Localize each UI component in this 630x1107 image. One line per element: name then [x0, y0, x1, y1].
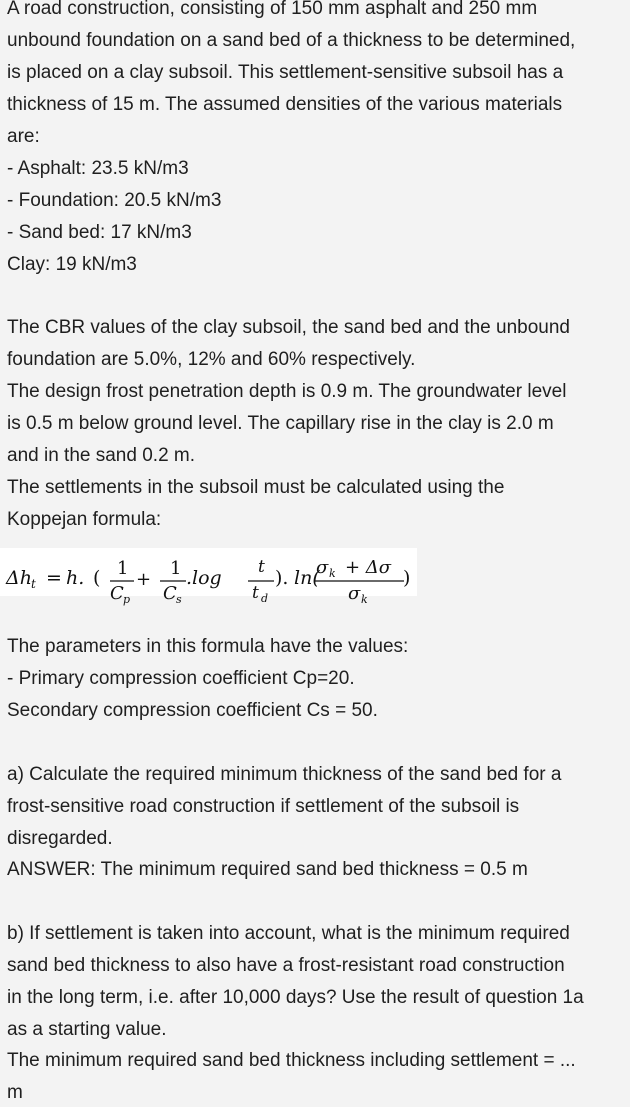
- question-a-line: frost-sensitive road construction if settlement of the subsoil is: [7, 796, 520, 817]
- intro-line: are:: [7, 126, 40, 147]
- formula-td: t: [252, 583, 259, 603]
- density-asphalt: - Asphalt: 23.5 kN/m3: [7, 158, 189, 179]
- formula-log: .log: [186, 567, 222, 589]
- formula-sigma-denominator: σ: [348, 583, 361, 604]
- question-b-answer-unit: m: [7, 1082, 23, 1103]
- formula-equals: =: [46, 567, 62, 589]
- conditions-line: Koppejan formula:: [7, 509, 162, 530]
- formula-t-numerator: t: [258, 557, 265, 577]
- conditions-line: The design frost penetration depth is 0.9 m. The groundwater level: [7, 381, 567, 402]
- formula-open-paren: (: [93, 567, 101, 589]
- formula-sigma-den-sub: k: [361, 593, 368, 606]
- formula-cs-sub: s: [176, 593, 182, 606]
- intro-line: thickness of 15 m. The assumed densities of the various materials: [7, 94, 563, 115]
- conditions-line: foundation are 5.0%, 12% and 60% respectively.: [7, 349, 416, 370]
- intro-line: is placed on a clay subsoil. This settlement-sensitive subsoil has a: [7, 62, 564, 83]
- parameter-cp: - Primary compression coefficient Cp=20.: [7, 668, 355, 689]
- conditions-line: The settlements in the subsoil must be calculated using the: [7, 477, 505, 498]
- formula-cp-sub: p: [123, 593, 131, 606]
- formula-close-log: ).: [275, 567, 289, 589]
- formula-cp: C: [110, 583, 124, 604]
- question-a-answer: ANSWER: The minimum required sand bed thickness = 0.5 m: [7, 859, 528, 880]
- formula-lhs: Δh: [6, 567, 32, 589]
- formula-cs-numerator: 1: [170, 558, 182, 579]
- parameters-line: The parameters in this formula have the values:: [7, 636, 409, 657]
- question-b-line: as a starting value.: [7, 1019, 167, 1040]
- formula-plus: +: [136, 569, 152, 590]
- formula-cp-numerator: 1: [117, 558, 129, 579]
- intro-line: A road construction, consisting of 150 mm asphalt and 250 mm: [7, 0, 538, 19]
- formula-lhs-sub: t: [31, 577, 36, 591]
- conditions-line: and in the sand 0.2 m.: [7, 445, 196, 466]
- formula-ln: ln(: [294, 567, 320, 589]
- formula-cs: C: [163, 583, 177, 604]
- density-foundation: - Foundation: 20.5 kN/m3: [7, 190, 222, 211]
- question-b-line: sand bed thickness to also have a frost-resistant road construction: [7, 955, 565, 976]
- formula-h: h.: [66, 567, 85, 589]
- question-a-line: disregarded.: [7, 828, 113, 849]
- parameter-cs: Secondary compression coefficient Cs = 50.: [7, 700, 378, 721]
- conditions-line: The CBR values of the clay subsoil, the sand bed and the unbound: [7, 317, 570, 338]
- conditions-line: is 0.5 m below ground level. The capillary rise in the clay is 2.0 m: [7, 413, 554, 434]
- formula-plus-delta-sigma: + Δσ: [345, 557, 392, 578]
- formula-td-sub: d: [261, 592, 269, 605]
- density-sand-bed: - Sand bed: 17 kN/m3: [7, 222, 192, 243]
- density-clay: Clay: 19 kN/m3: [7, 254, 137, 275]
- formula-sigma-num-sub: k: [329, 567, 336, 580]
- formula-sigma-numerator: σ: [316, 557, 329, 578]
- formula-close-paren: ): [403, 567, 411, 589]
- question-b-line: in the long term, i.e. after 10,000 days? Use the result of question 1a: [7, 987, 584, 1008]
- question-a-line: a) Calculate the required minimum thickness of the sand bed for a: [7, 764, 562, 785]
- question-b-answer-prompt: The minimum required sand bed thickness including settlement = ...: [7, 1050, 576, 1071]
- question-b-line: b) If settlement is taken into account, what is the minimum required: [7, 923, 570, 944]
- koppejan-formula: [0, 548, 417, 606]
- intro-line: unbound foundation on a sand bed of a thickness to be determined,: [7, 30, 576, 51]
